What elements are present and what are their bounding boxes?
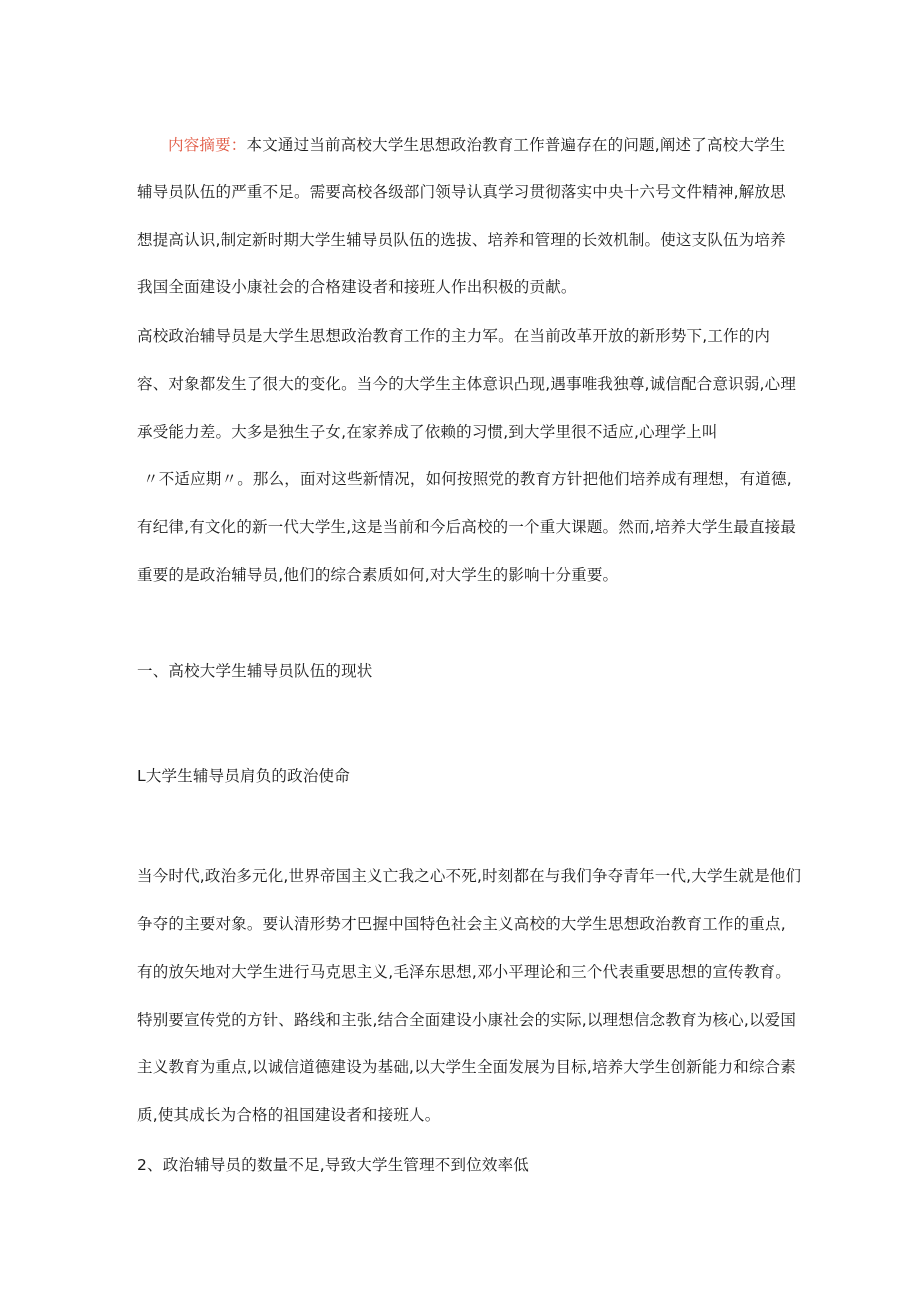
intro-line-5: 有纪律,有文化的新一代大学生,这是当前和今后高校的一个重大课题。然而,培养大学生最直接最	[137, 518, 797, 536]
intro-line-3: 承受能力差。大多是独生子女,在家养成了依赖的习惯,到大学里很不适应,心理学上叫	[137, 423, 718, 441]
subsection1-line-2: 争夺的主要对象。要认清形势才巴握中国特色社会主义高校的大学生思想政治教育工作的重点,	[137, 915, 786, 933]
subsection1-line-4: 特别要宣传党的方针、路线和主张,结合全面建设小康社会的实际,以理想信念教育为核心,以爱国	[137, 1011, 797, 1029]
abstract-line-2: 辅导员队伍的严重不足。需要高校各级部门领导认真学习贯彻落实中央十六号文件精神,解放思	[137, 183, 786, 201]
abstract-line-1	[168, 135, 785, 155]
intro-line-6: 重要的是政治辅导员,他们的综合素质如何,对大学生的影响十分重要。	[137, 566, 619, 584]
abstract-text: 本文通过当前高校大学生思想政治教育工作普遍存在的问题,阐述了高校大学生	[246, 136, 786, 154]
intro-line-4: 〃不适应期〃。那么，面对这些新情况，如何按照党的教育方针把他们培养成有理想，有道德,	[143, 470, 792, 488]
subsection1-line-1: 当今时代,政治多元化,世界帝国主义亡我之心不死,时刻都在与我们争夺青年一代,大学生就是他们	[137, 867, 802, 885]
subsection1-line-6: 质,使其成长为合格的祖国建设者和接班人。	[137, 1106, 441, 1124]
intro-line-1: 高校政治辅导员是大学生思想政治教育工作的主力军。在当前改革开放的新形势下,工作的内	[137, 327, 771, 345]
subsection1-line-3: 有的放矢地对大学生进行马克思主义,毛泽东思想,邓小平理论和三个代表重要思想的宣传教育。	[137, 963, 791, 981]
section-heading-1: 一、高校大学生辅导员队伍的现状	[137, 662, 373, 680]
subsection-heading-1: L大学生辅导员肩负的政治使命	[137, 767, 350, 785]
intro-line-2: 容、对象都发生了很大的变化。当今的大学生主体意识凸现,遇事唯我独尊,诚信配合意识弱,心理	[137, 375, 797, 393]
subsection1-line-5: 主义教育为重点,以诚信道德建设为基础,以大学生全面发展为目标,培养大学生创新能力和综合素	[137, 1058, 797, 1076]
abstract-label: 内容摘要：	[168, 136, 247, 154]
subsection-heading-2: 2、政治辅导员的数量不足,导致大学生管理不到位效率低	[137, 1156, 529, 1174]
abstract-line-3: 想提高认识,制定新时期大学生辅导员队伍的选拔、培养和管理的长效机制。使这支队伍为培养	[137, 231, 786, 249]
abstract-line-4: 我国全面建设小康社会的合格建设者和接班人作出积极的贡献。	[137, 278, 577, 296]
